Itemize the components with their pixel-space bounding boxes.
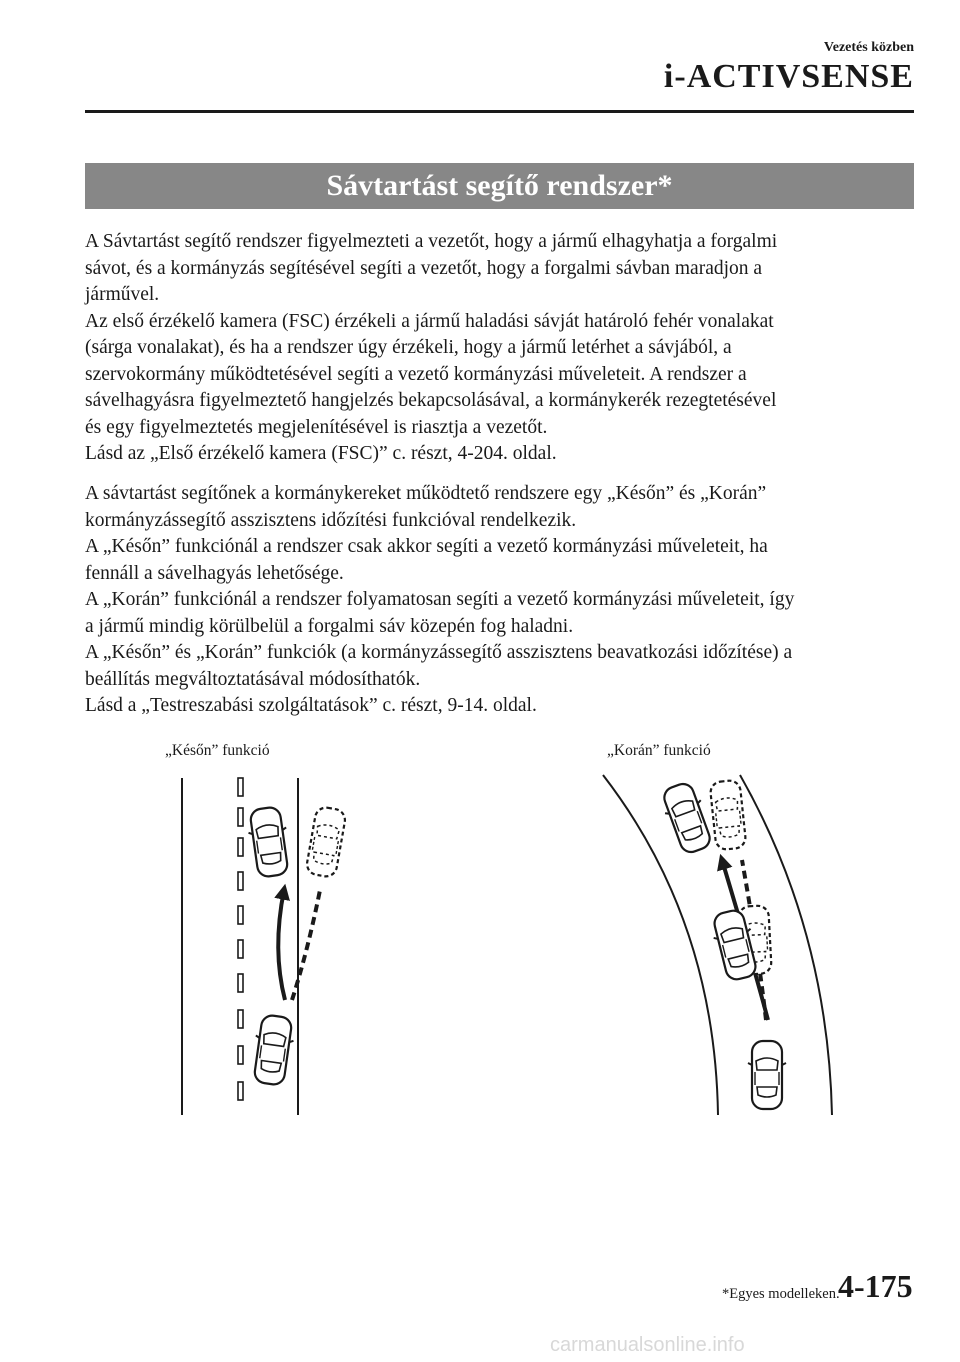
- steering-path-arrow: [278, 890, 285, 1000]
- car-icon: [748, 1041, 786, 1109]
- text-line: sávelhagyásra figyelmeztető hangjelzés bekapcsolásával, a kormánykerék rezegtetésével: [85, 390, 777, 411]
- text-line: sávot, és a kormányzás segítésével segíti a vezetőt, hogy a forgalmi sávban maradjon a: [85, 257, 763, 279]
- text-line: fennáll a sávelhagyás lehetősége.: [85, 562, 344, 584]
- text-line: A „Korán” funkciónál a rendszer folyamatosan segíti a vezető kormányzási műveleteit, így: [85, 589, 795, 610]
- caption-early-function: „Korán” funkció: [607, 742, 711, 759]
- text-line: kormányzássegítő asszisztens időzítési funkcióval rendelkezik.: [85, 509, 577, 531]
- page-number: 4-175: [838, 1268, 913, 1304]
- text-line: szervokormány működtetésével segíti a vezető kormányzási műveleteit. A rendszer a: [85, 363, 747, 385]
- car-icon: [249, 1014, 296, 1087]
- cross-reference: Lásd az „Első érzékelő kamera (FSC)” c. részt, 4-204. oldal.: [85, 443, 557, 464]
- dashed-lane-marking: [238, 778, 243, 1100]
- chapter-title: Vezetés közben: [823, 40, 914, 55]
- late-function-diagram: [182, 778, 347, 1115]
- text-line: A Sávtartást segítő rendszer figyelmezteti a vezetőt, hogy a jármű elhagyhatja a forgalmi: [85, 231, 778, 252]
- text-line: és egy figyelmeztetés megjelenítésével is riasztja a vezetőt.: [85, 416, 548, 438]
- early-function-diagram: [603, 775, 832, 1115]
- text-line: A „Későn” funkciónál a rendszer csak akkor segíti a vezető kormányzási műveleteit, ha: [85, 536, 768, 557]
- text-line: A „Későn” és „Korán” funkciók (a kormányzássegítő asszisztens beavatkozási időzítése) a: [85, 642, 793, 663]
- text-line: (sárga vonalakat), és ha a rendszer úgy érzékeli, hogy a jármű letérhet a sávjából, a: [85, 337, 732, 358]
- text-line: Az első érzékelő kamera (FSC) érzékeli a jármű haladási sávját határoló fehér vonalakat: [85, 310, 774, 332]
- text-line: járművel.: [85, 284, 160, 305]
- topic-banner: Sávtartást segítő rendszer*: [85, 163, 914, 209]
- car-ghost-icon: [305, 806, 346, 878]
- text-line: beállítás megváltoztatásával módosíthatók.: [85, 668, 421, 690]
- text-line: a jármű mindig körülbelül a forgalmi sáv közepén fog haladni.: [85, 615, 574, 637]
- text-line: A sávtartást segítőnek a kormánykereket működtető rendszere egy „Későn” és „Korán”: [85, 483, 767, 504]
- car-ghost-icon: [710, 780, 747, 851]
- car-icon: [658, 780, 717, 857]
- watermark-logo: carmanualsonline.info: [550, 1334, 745, 1356]
- car-icon: [245, 806, 292, 879]
- caption-late-function: „Későn” funkció: [165, 742, 270, 759]
- drift-path-arrow: [292, 890, 320, 1000]
- footnote: *Egyes modelleken.: [722, 1286, 840, 1302]
- cross-reference: Lásd a „Testreszabási szolgáltatások” c. részt, 9-14. oldal.: [85, 695, 537, 716]
- section-title: i-ACTIVSENSE: [663, 58, 914, 95]
